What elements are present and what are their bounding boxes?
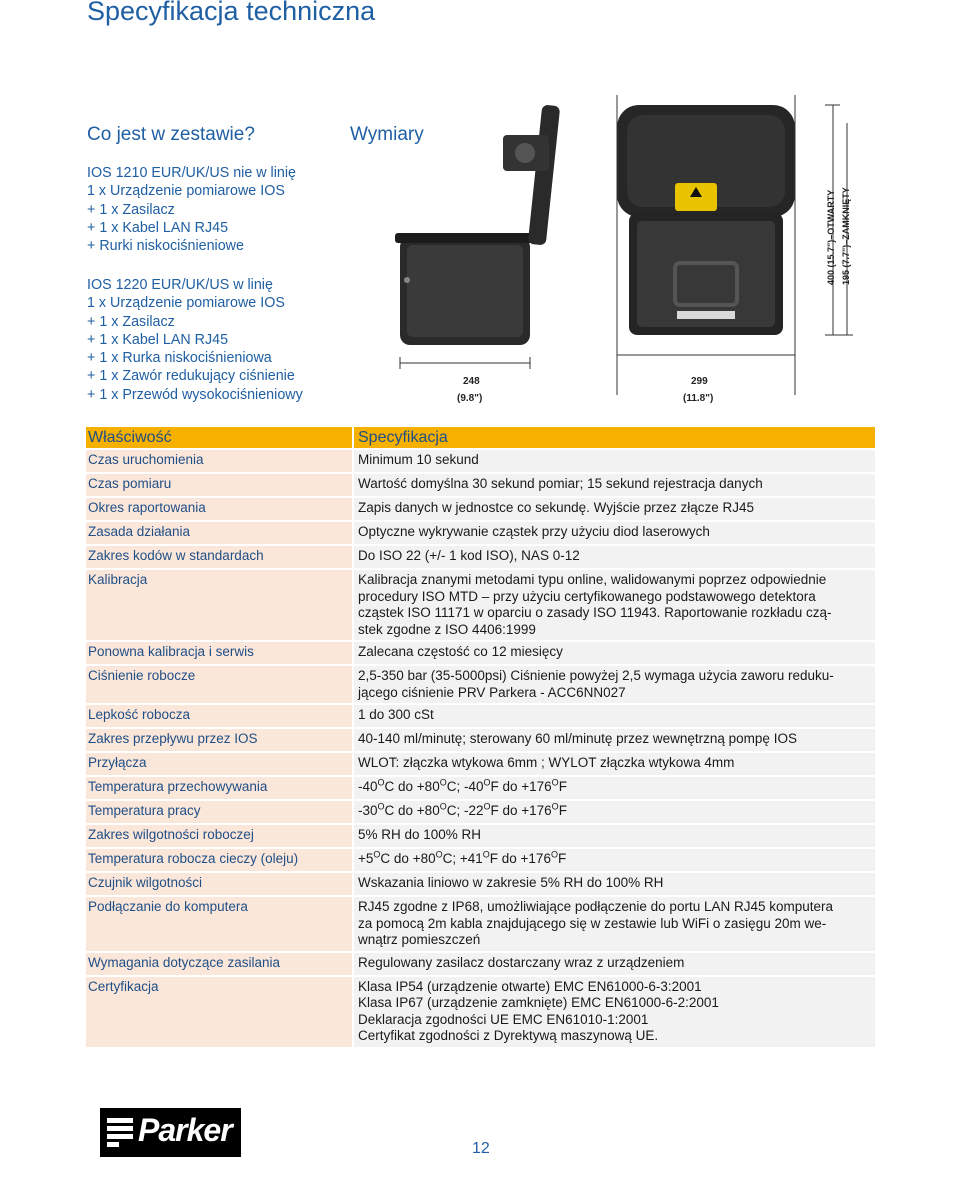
- val-cell: [352, 705, 875, 727]
- val-line: Klasa IP54 (urządzenie otwarte) EMC EN61000-6-3:2001: [358, 978, 702, 994]
- case-drawings: [385, 95, 865, 415]
- width-mm: 248: [463, 376, 480, 387]
- kit-line: 1 x Urządzenie pomiarowe IOS: [87, 295, 285, 312]
- header-property: Właściwość: [86, 427, 352, 448]
- prop-cell: Kalibracja: [86, 570, 352, 640]
- kit-group-1220: [87, 276, 347, 404]
- prop-cell: Wymagania dotyczące zasilania: [86, 953, 352, 975]
- case-side-view-image: [395, 104, 560, 369]
- spec-table: [86, 425, 875, 1049]
- degree-mark: O: [377, 777, 385, 788]
- temp-text: C do +80: [380, 851, 436, 866]
- table-row: [86, 953, 875, 975]
- val-cell: [352, 801, 875, 823]
- height-open-label: 400 (15.7")–OTWARTY: [826, 189, 836, 285]
- val-cell: [352, 666, 875, 703]
- parker-logo: [100, 1108, 241, 1157]
- temp-text: F do +176: [490, 803, 552, 818]
- dimensions-figure: [385, 95, 865, 415]
- val-line: Klasa IP67 (urządzenie zamknięte) EMC EN61000-6-2:2001: [358, 995, 719, 1010]
- degree-mark: O: [483, 801, 491, 812]
- val-line: wnątrz pomieszczeń: [358, 932, 481, 947]
- table-row: [86, 825, 875, 847]
- table-row: [86, 897, 875, 951]
- val-cell: [352, 825, 875, 847]
- degree-mark: O: [482, 849, 490, 860]
- prop-cell: Certyfikacja: [86, 977, 352, 1047]
- table-row: [86, 873, 875, 895]
- prop-cell: Czas uruchomienia: [86, 450, 352, 472]
- table-row: [86, 729, 875, 751]
- val-cell: [352, 546, 875, 568]
- temp-text: F: [557, 851, 567, 866]
- val-line: [358, 803, 873, 820]
- degree-mark: O: [373, 849, 381, 860]
- val-cell: [352, 953, 875, 975]
- temp-text: C do +80: [384, 803, 440, 818]
- prop-cell: Temperatura pracy: [86, 801, 352, 823]
- val-line: Regulowany zasilacz dostarczany wraz z urządzeniem: [358, 954, 685, 970]
- dimensions-heading: Wymiary: [350, 124, 424, 145]
- val-cell: [352, 777, 875, 799]
- val-line: cząstek ISO 11171 w oparciu o zasady ISO 11943. Raportowanie rozkładu czą-: [358, 605, 832, 620]
- val-line: 5% RH do 100% RH: [358, 827, 482, 842]
- depth-in: (11.8"): [683, 393, 714, 404]
- degree-mark: O: [435, 849, 443, 860]
- kit-line: + 1 x Kabel LAN RJ45: [87, 219, 229, 236]
- kit-line: + 1 x Kabel LAN RJ45: [87, 331, 229, 348]
- temp-text: F: [558, 779, 567, 794]
- table-row: [86, 450, 875, 472]
- val-line: procedury ISO MTD – przy użyciu certyfikowanego podstawowego detektora: [358, 588, 816, 604]
- val-cell: [352, 642, 875, 664]
- kit-line: 1 x Urządzenie pomiarowe IOS: [87, 183, 285, 200]
- val-cell: [352, 977, 875, 1047]
- val-line: Certyfikat zgodności z Dyrektywą maszynową UE.: [358, 1028, 659, 1043]
- prop-cell: Lepkość robocza: [86, 705, 352, 727]
- temp-text: +5: [358, 851, 374, 866]
- kit-line: + 1 x Przewód wysokociśnieniowy: [87, 386, 303, 403]
- val-cell: [352, 849, 875, 871]
- val-line: RJ45 zgodne z IP68, umożliwiające podłączenie do portu LAN RJ45 komputera: [358, 899, 834, 914]
- logo-text: Parker: [138, 1112, 232, 1148]
- page-number: 12: [472, 1140, 490, 1157]
- val-line: Wskazania liniowo w zakresie 5% RH do 100% RH: [358, 875, 664, 890]
- val-line: [358, 851, 873, 868]
- width-in: (9.8"): [457, 393, 483, 404]
- table-row: [86, 849, 875, 871]
- val-line: Deklaracja zgodności UE EMC EN61010-1:2001: [358, 1011, 649, 1027]
- val-cell: [352, 570, 875, 640]
- height-closed-label: 195 (7.7")–ZAMKNIĘTY: [841, 187, 851, 285]
- prop-cell: Ciśnienie robocze: [86, 666, 352, 703]
- kit-line: + 1 x Zasilacz: [87, 313, 175, 330]
- degree-mark: O: [551, 801, 559, 812]
- prop-cell: Czujnik wilgotności: [86, 873, 352, 895]
- val-cell: [352, 498, 875, 520]
- table-row: [86, 570, 875, 640]
- parker-emblem-icon: [105, 1115, 135, 1151]
- depth-mm: 299: [691, 376, 708, 387]
- prop-cell: Temperatura robocza cieczy (oleju): [86, 849, 352, 871]
- table-row: [86, 801, 875, 823]
- table-row: [86, 474, 875, 496]
- prop-cell: Ponowna kalibracja i serwis: [86, 642, 352, 664]
- val-line: jącego ciśnienie PRV Parkera - ACC6NN027: [358, 684, 626, 700]
- val-line: Do ISO 22 (+/- 1 kod ISO), NAS 0-12: [358, 548, 580, 563]
- case-front-view-image: [617, 95, 795, 395]
- val-line: WLOT: złączka wtykowa 6mm ; WYLOT złączka wtykowa 4mm: [358, 755, 735, 770]
- degree-mark: O: [551, 777, 559, 788]
- kit-group-1210: [87, 164, 347, 255]
- prop-cell: Zakres wilgotności roboczej: [86, 825, 352, 847]
- val-line: 40-140 ml/minutę; sterowany 60 ml/minutę przez wewnętrzną pompę IOS: [358, 731, 797, 746]
- val-line: [358, 779, 873, 796]
- val-line: Wartość domyślna 30 sekund pomiar; 15 sekund rejestracja danych: [358, 476, 763, 491]
- kit-line: + 1 x Rurka niskociśnieniowa: [87, 350, 272, 367]
- table-row: [86, 522, 875, 544]
- prop-cell: Okres raportowania: [86, 498, 352, 520]
- kit-line: + 1 x Zawór redukujący ciśnienie: [87, 368, 295, 385]
- kit-line: + Rurki niskociśnieniowe: [87, 238, 244, 255]
- table-row: [86, 777, 875, 799]
- page-title: Specyfikacja techniczna: [87, 0, 376, 26]
- degree-mark: O: [439, 801, 447, 812]
- prop-cell: Czas pomiaru: [86, 474, 352, 496]
- val-line: Optyczne wykrywanie cząstek przy użyciu diod laserowych: [358, 524, 710, 539]
- val-cell: [352, 450, 875, 472]
- temp-text: C; -40: [446, 779, 484, 794]
- temp-text: F do +176: [490, 779, 552, 794]
- val-line: Minimum 10 sekund: [358, 452, 479, 467]
- temp-text: -40: [358, 779, 378, 794]
- val-cell: [352, 873, 875, 895]
- temp-text: C; +41: [442, 851, 483, 866]
- kit-line: IOS 1220 EUR/UK/US w linię: [87, 277, 273, 293]
- val-cell: [352, 522, 875, 544]
- table-row: [86, 705, 875, 727]
- table-row: [86, 666, 875, 703]
- prop-cell: Temperatura przechowywania: [86, 777, 352, 799]
- degree-mark: O: [439, 777, 447, 788]
- spec-table-header: [86, 427, 875, 448]
- temp-text: F: [558, 803, 567, 818]
- val-line: Zalecana częstość co 12 miesięcy: [358, 644, 563, 659]
- val-cell: [352, 753, 875, 775]
- temp-text: C do +80: [384, 779, 440, 794]
- val-line: stek zgodne z ISO 4406:1999: [358, 621, 536, 637]
- prop-cell: Zakres przepływu przez IOS: [86, 729, 352, 751]
- table-row: [86, 977, 875, 1047]
- table-row: [86, 546, 875, 568]
- prop-cell: Zasada działania: [86, 522, 352, 544]
- kit-heading: Co jest w zestawie?: [87, 124, 255, 145]
- temp-text: C; -22: [446, 803, 484, 818]
- degree-mark: O: [483, 777, 491, 788]
- val-line: Kalibracja znanymi metodami typu online, walidowanymi poprzez odpowiednie: [358, 572, 827, 587]
- val-cell: [352, 897, 875, 951]
- header-spec: Specyfikacja: [352, 427, 875, 448]
- degree-mark: O: [550, 849, 558, 860]
- degree-mark: O: [377, 801, 385, 812]
- val-cell: [352, 474, 875, 496]
- val-line: 1 do 300 cSt: [358, 707, 434, 722]
- val-line: Zapis danych w jednostce co sekundę. Wyjście przez złącze RJ45: [358, 500, 755, 515]
- val-line: za pomocą 2m kabla znajdującego się w zestawie lub WiFi o zasięgu 20m we-: [358, 915, 827, 931]
- kit-line: + 1 x Zasilacz: [87, 201, 175, 218]
- val-cell: [352, 729, 875, 751]
- table-row: [86, 642, 875, 664]
- table-row: [86, 753, 875, 775]
- temp-text: -30: [358, 803, 378, 818]
- temp-text: F do +176: [489, 851, 551, 866]
- table-row: [86, 498, 875, 520]
- prop-cell: Przyłącza: [86, 753, 352, 775]
- val-line: 2,5-350 bar (35-5000psi) Ciśnienie powyżej 2,5 wymaga użycia zaworu reduku-: [358, 668, 834, 683]
- kit-line: IOS 1210 EUR/UK/US nie w linię: [87, 165, 296, 181]
- prop-cell: Podłączanie do komputera: [86, 897, 352, 951]
- prop-cell: Zakres kodów w standardach: [86, 546, 352, 568]
